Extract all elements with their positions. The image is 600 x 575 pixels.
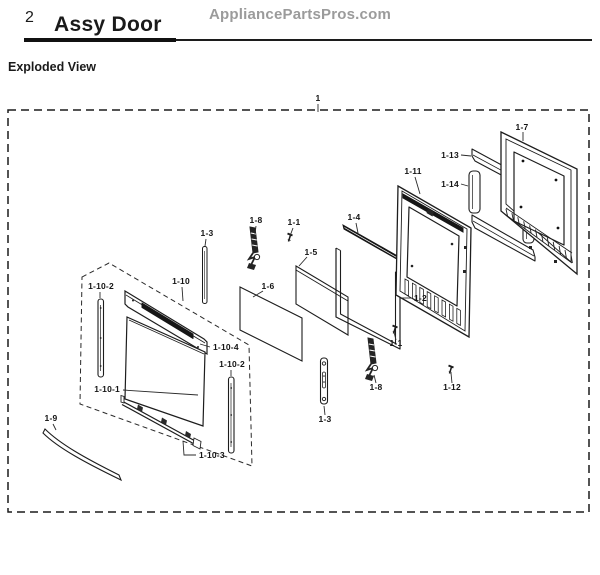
part-gasket-strip-1-4 <box>343 225 402 262</box>
part-label-1-10-1: 1-10-1 <box>94 384 120 394</box>
part-label-1-10-4: 1-10-4 <box>213 342 239 352</box>
part-door-frame-1-11 <box>396 186 471 337</box>
part-label-1-10-2-left: 1-10-2 <box>88 281 114 291</box>
part-screw-1-12 <box>449 366 454 374</box>
part-label-1-12: 1-12 <box>443 382 461 392</box>
part-trim-lower-1-3 <box>321 358 328 404</box>
part-label-1-8-upper: 1-8 <box>249 215 263 225</box>
page-title: Assy Door <box>54 13 162 36</box>
part-label-1-10-3: 1-10-3 <box>199 450 225 460</box>
part-label-1-8-lower: 1-8 <box>369 382 383 392</box>
part-label-assembly: 1 <box>315 93 321 103</box>
part-handle-spacer-1-14 <box>469 171 480 213</box>
part-label-1-1-upper: 1-1 <box>287 217 301 227</box>
part-label-1-14: 1-14 <box>441 179 459 189</box>
part-label-1-1-lower: 1-1 <box>389 338 403 348</box>
part-label-1-10: 1-10 <box>172 276 190 286</box>
part-label-1-11: 1-11 <box>404 166 422 176</box>
part-hinge-upper-1-8 <box>247 227 260 270</box>
part-side-trim-right-1-10-2 <box>229 377 235 453</box>
part-screw-lower-1-1 <box>393 326 398 334</box>
part-label-1-10-2-right: 1-10-2 <box>219 359 245 369</box>
part-label-1-3-upper: 1-3 <box>200 228 214 238</box>
part-label-1-9: 1-9 <box>44 413 58 423</box>
section-label: Exploded View <box>8 60 96 74</box>
part-side-trim-left-1-10-2 <box>98 299 104 377</box>
part-label-1-2: 1-2 <box>414 293 427 303</box>
part-label-1-6: 1-6 <box>261 281 275 291</box>
part-label-1-3-lower: 1-3 <box>318 414 332 424</box>
part-label-1-4: 1-4 <box>347 212 361 222</box>
part-label-1-7: 1-7 <box>515 122 529 132</box>
part-label-1-13: 1-13 <box>441 150 459 160</box>
part-trim-upper-1-3 <box>203 247 208 304</box>
part-screw-upper-1-1 <box>288 234 293 242</box>
part-label-1-5: 1-5 <box>304 247 318 257</box>
part-hinge-lower-1-8 <box>365 338 378 381</box>
part-rear-frame-1-7 <box>501 132 577 274</box>
watermark-text: AppliancePartsPros.com <box>209 6 391 23</box>
part-door-handle-1-9 <box>43 429 121 480</box>
page-number: 2 <box>25 9 34 26</box>
